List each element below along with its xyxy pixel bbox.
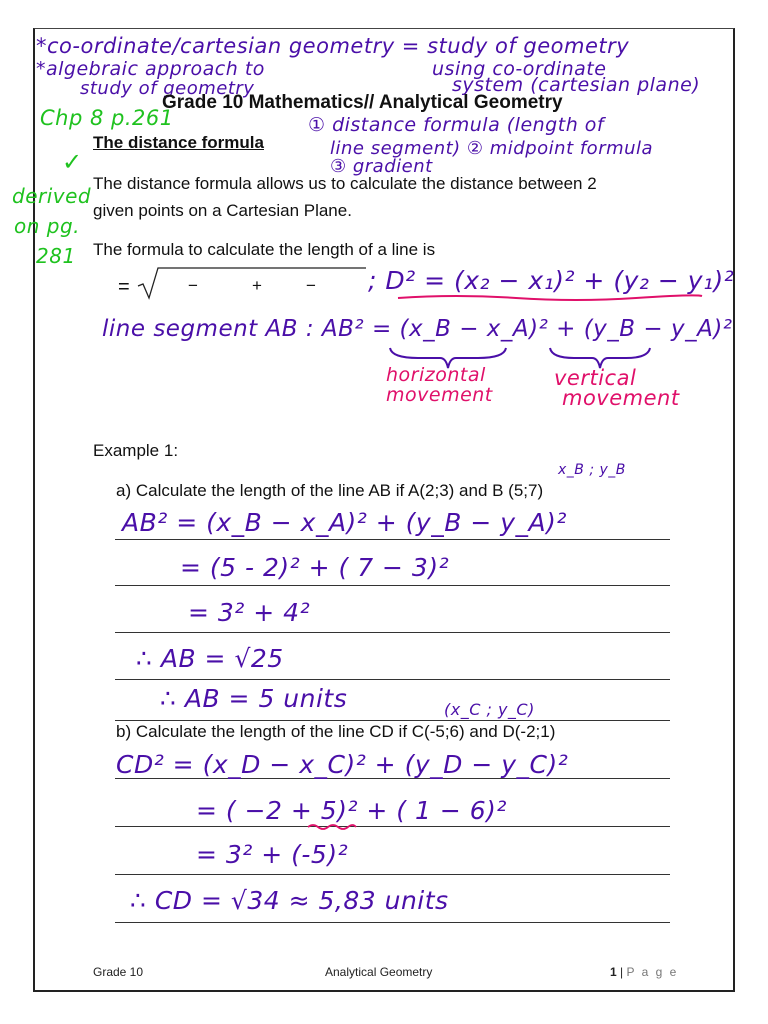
annotation-derived: derived xyxy=(12,184,92,208)
annotation-horizontal-movement: movement xyxy=(386,384,493,406)
annotation-vertical: vertical xyxy=(554,366,637,390)
working-a-line-4: ∴ AB = √25 xyxy=(136,644,284,673)
footer-left: Grade 10 xyxy=(93,965,144,979)
answer-line xyxy=(115,632,670,633)
annotation-segment-ab: line segment AB : AB² = (x_B − x_A)² + (y_B − y_A)² xyxy=(102,316,733,342)
intro-line-2: given points on a Cartesian Plane. xyxy=(93,201,352,220)
annotation-topic-distance: ① distance formula (length of xyxy=(308,114,605,136)
working-b-line-4: ∴ CD = √34 ≈ 5,83 units xyxy=(130,886,449,915)
annotation-chapter-page: Chp 8 p.261 xyxy=(40,106,174,130)
annotation-vertical-movement: movement xyxy=(562,386,680,410)
example-label: Example 1: xyxy=(93,441,179,460)
page-title: Grade 10 Mathematics// Analytical Geometry xyxy=(162,92,563,113)
answer-line xyxy=(115,539,670,540)
annotation-distance-formula: ; D² = (x₂ − x₁)² + (y₂ − y₁)² xyxy=(368,266,735,295)
annotation-page-281: 281 xyxy=(36,244,76,268)
formula-intro: The formula to calculate the length of a line is xyxy=(93,240,436,259)
answer-line xyxy=(115,874,670,875)
page-number: 1 xyxy=(610,965,617,979)
working-b-line-1: CD² = (x_D − x_C)² + (y_D − y_C)² xyxy=(116,750,569,779)
answer-line xyxy=(115,585,670,586)
annotation-coordinate-geometry: *co-ordinate/cartesian geometry = study of geometry xyxy=(36,34,630,58)
formula-underline xyxy=(396,292,706,304)
working-b-line-3: = 3² + (-5)² xyxy=(196,840,349,869)
annotation-on-pg: on pg. xyxy=(14,214,81,238)
working-b-line-2: = ( −2 + 5)² + ( 1 − 6)² xyxy=(196,796,507,825)
working-a-line-2: = (5 - 2)² + ( 7 − 3)² xyxy=(180,553,450,582)
annotation-system-cartesian: system (cartesian plane) xyxy=(452,74,701,96)
footer-center: Analytical Geometry xyxy=(325,965,433,979)
working-a-line-3: = 3² + 4² xyxy=(188,598,311,627)
annotation-xc-yc: (x_C ; y_C) xyxy=(444,700,535,719)
annotation-tick: ✓ xyxy=(62,148,83,176)
intro-line-1: The distance formula allows us to calculate the distance between 2 xyxy=(93,174,597,193)
page-separator: | xyxy=(620,965,624,979)
annotation-xb-yb: x_B ; y_B xyxy=(558,462,626,478)
question-b: b) Calculate the length of the line CD if C(-5;6) and D(-2;1) xyxy=(116,722,556,741)
page-label: P a g e xyxy=(626,965,679,979)
formula-minus-1: − xyxy=(188,276,198,295)
formula-plus: + xyxy=(252,276,262,295)
annotation-algebraic-approach: *algebraic approach to xyxy=(36,58,265,80)
formula-minus-2: − xyxy=(306,276,316,295)
answer-line xyxy=(115,826,670,827)
formula-equals: = xyxy=(118,276,130,298)
plus-five-squiggle xyxy=(306,822,358,832)
answer-line xyxy=(115,720,670,721)
annotation-topic-midpoint: line segment) ② midpoint formula xyxy=(330,138,654,159)
answer-line xyxy=(115,922,670,923)
footer-page-number xyxy=(610,965,678,979)
section-heading: The distance formula xyxy=(93,133,264,152)
annotation-study-geometry: study of geometry xyxy=(80,78,255,99)
working-a-line-5: ∴ AB = 5 units xyxy=(160,684,348,713)
annotation-using-coordinate: using co-ordinate xyxy=(432,58,607,80)
annotation-horizontal: horizontal xyxy=(386,364,486,386)
annotation-topic-gradient: ③ gradient xyxy=(330,156,433,177)
working-a-line-1: AB² = (x_B − x_A)² + (y_B − y_A)² xyxy=(122,508,567,537)
answer-line xyxy=(115,679,670,680)
question-a: a) Calculate the length of the line AB if A(2;3) and B (5;7) xyxy=(116,481,544,500)
